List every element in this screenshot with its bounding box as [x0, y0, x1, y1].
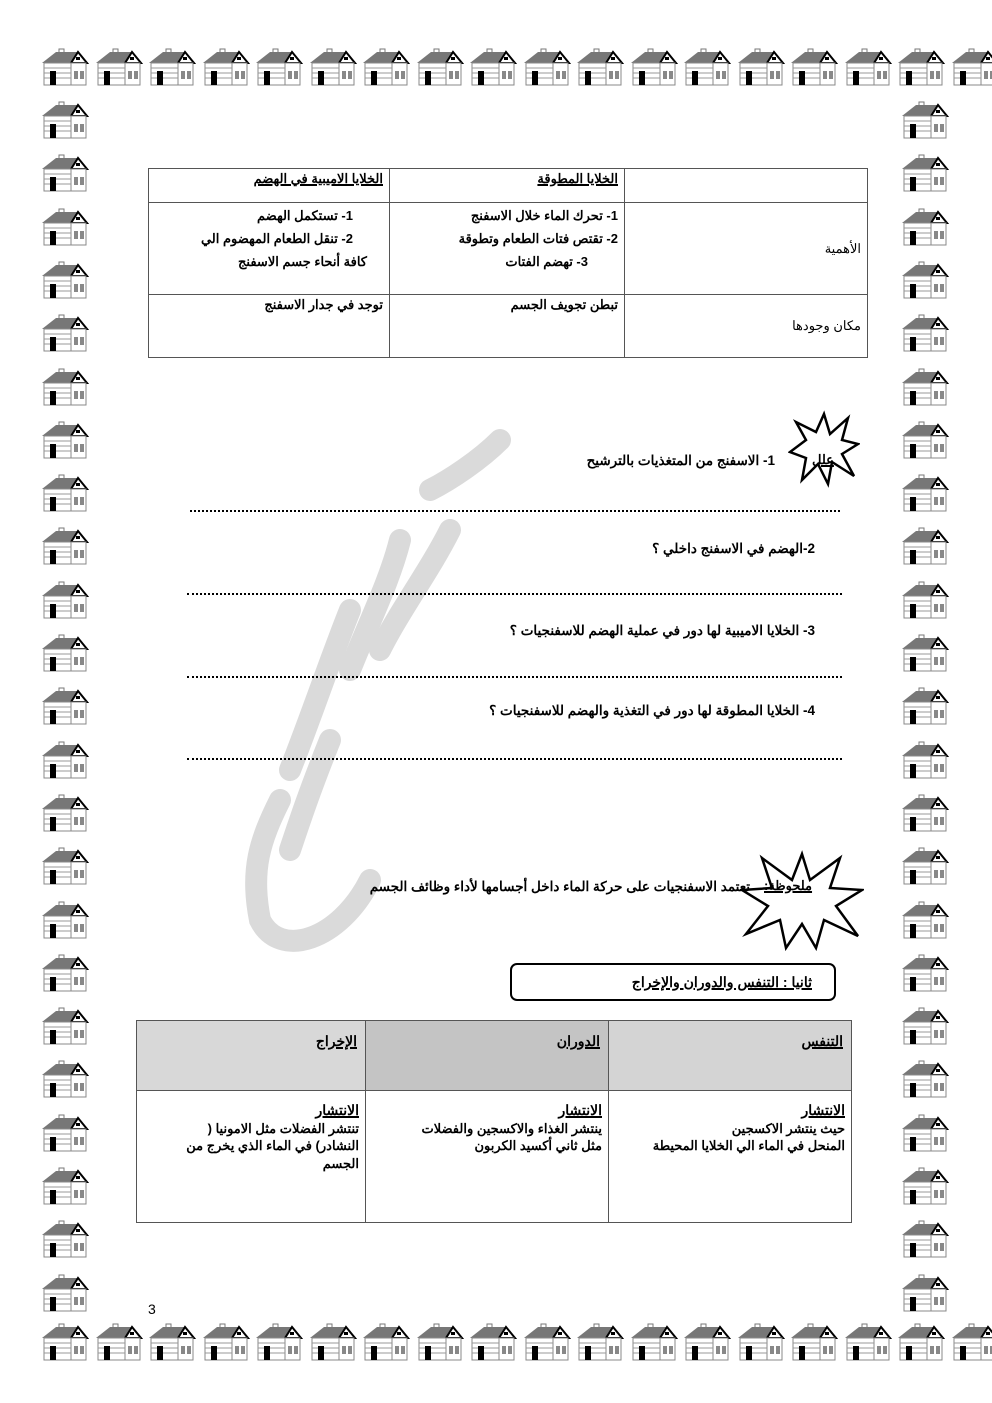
- cell-line: الجسم: [322, 1155, 359, 1171]
- house-icon: [843, 1322, 893, 1362]
- house-icon: [900, 207, 950, 247]
- row-label-importance: الأهمية: [824, 240, 861, 256]
- house-icon: [40, 1059, 90, 1099]
- table1-header-amoeboid: الخلايا الاميبية في الهضم: [253, 171, 383, 186]
- house-icon: [522, 1322, 572, 1362]
- section-heading: [510, 963, 836, 1001]
- functions-table: [136, 1020, 852, 1223]
- house-icon: [900, 580, 950, 620]
- amoeboid-item: كافة أنحاء جسم الاسفنج: [238, 254, 367, 269]
- collar-item: 1- تحرك الماء خلال الاسفنج: [470, 208, 618, 223]
- collar-location: تبطن تجويف الجسم: [510, 297, 618, 312]
- house-icon: [415, 47, 465, 87]
- note-starburst-icon: [740, 850, 864, 952]
- header-excretion: الإخراج: [315, 1033, 357, 1049]
- house-icon: [94, 47, 144, 87]
- cell-title: الانتشار: [558, 1102, 602, 1118]
- house-icon: [40, 793, 90, 833]
- question-1: 1- الاسفنج من المتغذيات بالترشيح: [586, 453, 775, 468]
- house-icon: [147, 47, 197, 87]
- house-icon: [575, 47, 625, 87]
- amoeboid-item: 1- تستكمل الهضم: [257, 208, 353, 223]
- house-icon: [254, 1322, 304, 1362]
- answer-line-3[interactable]: [187, 676, 842, 678]
- note-badge: ملحوظة:: [764, 878, 813, 893]
- house-icon: [896, 47, 946, 87]
- cell-title: الانتشار: [801, 1102, 845, 1118]
- house-icon: [40, 686, 90, 726]
- house-icon: [900, 526, 950, 566]
- house-icon: [40, 1006, 90, 1046]
- house-icon: [40, 1219, 90, 1259]
- amoeboid-location: توجد في جدار الاسفنج: [264, 297, 383, 312]
- house-icon: [40, 47, 90, 87]
- collar-item: 2- تقتص فتات الطعام وتطوقة: [458, 231, 618, 246]
- house-icon: [682, 1322, 732, 1362]
- house-icon: [308, 1322, 358, 1362]
- house-icon: [308, 47, 358, 87]
- house-icon: [147, 1322, 197, 1362]
- cells-table: [148, 168, 868, 358]
- header-circulation: الدوران: [556, 1033, 600, 1049]
- house-icon: [468, 1322, 518, 1362]
- house-icon: [40, 900, 90, 940]
- house-icon: [40, 153, 90, 193]
- house-icon: [40, 367, 90, 407]
- house-icon: [900, 1059, 950, 1099]
- amoeboid-item: 2- تنقل الطعام المهضوم الي: [200, 231, 353, 246]
- house-icon: [900, 1273, 950, 1313]
- house-icon: [468, 47, 518, 87]
- house-icon: [40, 1273, 90, 1313]
- house-icon: [40, 313, 90, 353]
- house-icon: [40, 580, 90, 620]
- house-icon: [40, 633, 90, 673]
- note-text: تعتمد الاسفنجيات على حركة الماء داخل أجسامها لأداء وظائف الجسم: [369, 879, 750, 894]
- house-icon: [40, 100, 90, 140]
- house-icon: [900, 1166, 950, 1206]
- house-icon: [361, 47, 411, 87]
- house-icon: [900, 313, 950, 353]
- question-3: 3- الخلايا الاميبية لها دور في عملية الهضم للاسفنجيات ؟: [509, 623, 815, 638]
- house-icon: [900, 260, 950, 300]
- house-icon: [522, 47, 572, 87]
- house-icon: [40, 846, 90, 886]
- house-icon: [900, 793, 950, 833]
- house-icon: [40, 473, 90, 513]
- house-icon: [629, 47, 679, 87]
- page-number: 3: [148, 1301, 156, 1317]
- starburst-icon: [788, 410, 860, 488]
- house-icon: [40, 1166, 90, 1206]
- cell-line: ينتشر الغذاء والاكسجين والفضلات: [421, 1120, 602, 1136]
- table1-header-empty: [625, 169, 868, 203]
- house-icon: [40, 207, 90, 247]
- house-icon: [900, 900, 950, 940]
- cell-line: تنتشر الفضلات مثل الامونيا (: [207, 1120, 359, 1136]
- house-icon: [950, 47, 992, 87]
- house-icon: [900, 420, 950, 460]
- cell-line: النشادر) في الماء الذي يخرج من: [186, 1138, 359, 1154]
- house-icon: [843, 47, 893, 87]
- house-icon: [575, 1322, 625, 1362]
- house-icon: [789, 47, 839, 87]
- house-icon: [201, 47, 251, 87]
- table1-header-collar: الخلايا المطوقة: [537, 171, 618, 186]
- house-icon: [361, 1322, 411, 1362]
- header-respiration: التنفس: [801, 1033, 843, 1049]
- house-icon: [900, 1113, 950, 1153]
- house-icon: [40, 740, 90, 780]
- house-icon: [900, 1219, 950, 1259]
- house-icon: [736, 47, 786, 87]
- house-icon: [40, 526, 90, 566]
- collar-item: 3- تهضم الفتات: [505, 254, 588, 269]
- house-icon: [950, 1322, 992, 1362]
- cell-line: مثل ثاني أكسيد الكربون: [474, 1138, 602, 1154]
- house-icon: [736, 1322, 786, 1362]
- house-icon: [900, 473, 950, 513]
- answer-line-4[interactable]: [187, 758, 842, 760]
- house-icon: [900, 633, 950, 673]
- house-icon: [629, 1322, 679, 1362]
- house-icon: [254, 47, 304, 87]
- section-prefix: ثانيا :: [779, 974, 812, 990]
- house-icon: [40, 1113, 90, 1153]
- house-icon: [415, 1322, 465, 1362]
- house-icon: [900, 367, 950, 407]
- row-label-location: مكان وجودها: [792, 318, 861, 333]
- cell-line: حيث ينتشر الاكسجين: [731, 1120, 845, 1136]
- house-icon: [900, 100, 950, 140]
- answer-line-2[interactable]: [187, 593, 842, 595]
- house-icon: [201, 1322, 251, 1362]
- house-icon: [900, 153, 950, 193]
- house-icon: [896, 1322, 946, 1362]
- house-icon: [40, 420, 90, 460]
- house-icon: [900, 953, 950, 993]
- explain-badge: علل: [812, 452, 834, 467]
- house-icon: [682, 47, 732, 87]
- cell-line: المنحل في الماء الي الخلايا المحيطة: [652, 1138, 845, 1154]
- house-icon: [789, 1322, 839, 1362]
- house-icon: [900, 846, 950, 886]
- house-icon: [900, 686, 950, 726]
- house-icon: [40, 1322, 90, 1362]
- house-icon: [40, 260, 90, 300]
- house-icon: [94, 1322, 144, 1362]
- question-4: 4- الخلايا المطوقة لها دور في التغذية والهضم للاسفنجيات ؟: [489, 703, 815, 718]
- cell-title: الانتشار: [315, 1102, 359, 1118]
- answer-line-1[interactable]: [190, 510, 840, 512]
- house-icon: [40, 953, 90, 993]
- house-icon: [900, 1006, 950, 1046]
- section-title: التنفس والدوران والإخراج: [631, 974, 779, 990]
- house-icon: [900, 740, 950, 780]
- question-2: 2-الهضم في الاسفنج داخلي ؟: [652, 541, 815, 556]
- watermark-signature: [200, 420, 540, 980]
